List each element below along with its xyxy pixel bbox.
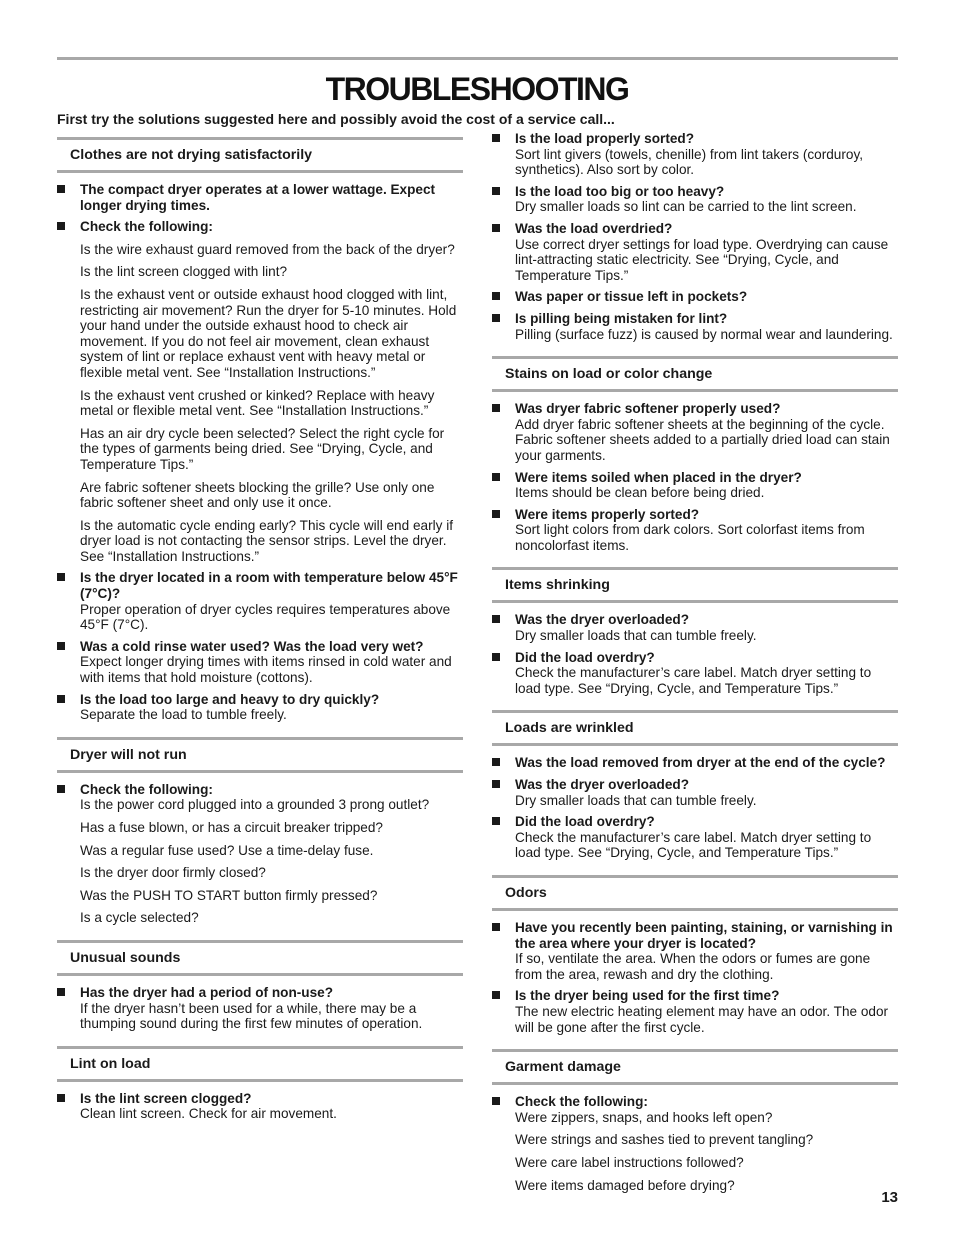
answer: Sort light colors from dark colors. Sort colorfast items from noncolorfast items. xyxy=(515,522,865,553)
question: Is the lint screen clogged? xyxy=(80,1090,252,1106)
list-item xyxy=(57,782,463,926)
list-item xyxy=(492,184,898,215)
sub-answer: Is a cycle selected? xyxy=(80,910,199,926)
answer: Dry smaller loads that can tumble freely. xyxy=(515,792,757,808)
list-item xyxy=(492,920,898,982)
list-item xyxy=(57,692,463,723)
question: Was the load overdried? xyxy=(515,220,673,236)
top-rule xyxy=(57,57,898,60)
square-bullet-icon xyxy=(492,780,500,788)
page-number: 13 xyxy=(881,1189,898,1206)
answer: Clean lint screen. Check for air movement. xyxy=(80,1106,337,1122)
answer: If the dryer hasn’t been used for a while, there may be a thumping sound during the first few minutes of operation. xyxy=(80,1000,423,1032)
list-item xyxy=(57,639,463,686)
square-bullet-icon xyxy=(57,1094,65,1102)
square-bullet-icon xyxy=(492,653,500,661)
list-item xyxy=(492,289,898,305)
square-bullet-icon xyxy=(492,758,500,766)
sub-answer: Was the PUSH TO START button firmly pressed? xyxy=(80,887,378,903)
question: Is the load too large and heavy to dry quickly? xyxy=(80,691,380,707)
question: Is the load properly sorted? xyxy=(515,131,695,146)
page-title: TROUBLESHOOTING xyxy=(325,71,629,107)
list-item xyxy=(492,650,898,697)
question: Was paper or tissue left in pockets? xyxy=(515,289,748,305)
intro-text: First try the solutions suggested here and possibly avoid the cost of a service call... xyxy=(57,111,615,127)
sub-answer: Is the lint screen clogged with lint? xyxy=(80,264,288,280)
square-bullet-icon xyxy=(57,785,65,793)
square-bullet-icon xyxy=(492,1097,500,1105)
question: Was a cold rinse water used? Was the load very wet? xyxy=(80,638,424,654)
square-bullet-icon xyxy=(57,695,65,703)
section-heading: Clothes are not drying satisfactorily xyxy=(57,137,463,173)
square-bullet-icon xyxy=(492,134,500,142)
list-item xyxy=(492,777,898,808)
list-item xyxy=(57,985,463,1032)
section-heading: Loads are wrinkled xyxy=(492,710,898,746)
list-item xyxy=(492,988,898,1035)
section-garment-damage xyxy=(492,1049,898,1193)
answer: Sort lint givers (towels, chenille) from lint takers (corduroy, synthetics). Also sort by color. xyxy=(515,146,864,178)
sub-answer: Were strings and sashes tied to prevent tangling? xyxy=(515,1132,814,1148)
question: Is pilling being mistaken for lint? xyxy=(515,310,728,326)
square-bullet-icon xyxy=(492,615,500,623)
square-bullet-icon xyxy=(492,473,500,481)
list-item xyxy=(57,1091,463,1122)
answer: Dry smaller loads so lint can be carried to the lint screen. xyxy=(515,199,857,215)
answer: Pilling (surface fuzz) is caused by normal wear and laundering. xyxy=(515,326,893,342)
answer: Use correct dryer settings for load type. Overdrying can cause lint-attracting static electricity. See “Drying, Cycle, and Temperature Tips.” xyxy=(515,236,889,283)
square-bullet-icon xyxy=(492,292,500,300)
section-unusual-sounds xyxy=(57,940,463,1032)
question: Was the dryer overloaded? xyxy=(515,612,689,628)
question: Check the following: xyxy=(80,781,213,797)
question: Has the dryer had a period of non-use? xyxy=(80,984,334,1000)
answer: Items should be clean before being dried. xyxy=(515,485,765,501)
list-item xyxy=(492,1094,898,1193)
list-item xyxy=(492,221,898,283)
left-column xyxy=(57,131,463,1128)
square-bullet-icon xyxy=(492,224,500,232)
section-heading: Items shrinking xyxy=(492,567,898,603)
question: Did the load overdry? xyxy=(515,814,655,830)
question: Was the load removed from dryer at the end of the cycle? xyxy=(515,755,886,771)
square-bullet-icon xyxy=(57,222,65,230)
question: Is the dryer located in a room with temperature below 45°F (7°C)? xyxy=(80,570,458,602)
square-bullet-icon xyxy=(492,991,500,999)
question: The compact dryer operates at a lower wattage. Expect longer drying times. xyxy=(80,182,436,213)
section-heading: Dryer will not run xyxy=(57,737,463,773)
sub-answer: Are fabric softener sheets blocking the grille? Use only one fabric softener sheet and only use it once. xyxy=(80,479,435,511)
section-will-not-run xyxy=(57,737,463,926)
square-bullet-icon xyxy=(492,923,500,931)
question: Check the following: xyxy=(80,219,213,235)
answer: Proper operation of dryer cycles requires temperatures above 45°F (7°C). xyxy=(80,601,451,633)
sub-answer: Were items damaged before drying? xyxy=(515,1177,735,1193)
sub-answer: Has a fuse blown, or has a circuit breaker tripped? xyxy=(80,820,383,835)
section-heading: Odors xyxy=(492,875,898,911)
sub-answer: Is the wire exhaust guard removed from the back of the dryer? xyxy=(80,241,455,257)
section-heading: Unusual sounds xyxy=(57,940,463,976)
answer: Check the manufacturer’s care label. Match dryer setting to load type. See “Drying, Cycle, and Temperature Tips.” xyxy=(515,665,872,696)
question: Check the following: xyxy=(515,1094,648,1110)
answer: Add dryer fabric softener sheets at the beginning of the cycle. Fabric softener sheets added to a partially dried load can stain your garments. xyxy=(515,416,890,463)
question: Have you recently been painting, staining, or varnishing in the area where your dryer is located? xyxy=(515,920,893,951)
sub-answer: Is the automatic cycle ending early? This cycle will end early if dryer load is not contacting the sensor strips. Level the dryer. See “Installation Instructions.” xyxy=(80,517,453,564)
square-bullet-icon xyxy=(57,988,65,996)
sub-answer: Were care label instructions followed? xyxy=(515,1154,744,1170)
list-item xyxy=(57,182,463,213)
section-wrinkled xyxy=(492,710,898,861)
answer: Dry smaller loads that can tumble freely. xyxy=(515,628,757,644)
list-item xyxy=(492,470,898,501)
sub-answer: Is the dryer door firmly closed? xyxy=(80,865,266,881)
square-bullet-icon xyxy=(492,404,500,412)
list-item xyxy=(492,755,898,771)
answer: Expect longer drying times with items rinsed in cold water and with items that hold moisture (cottons). xyxy=(80,654,452,686)
question: Is the dryer being used for the first time? xyxy=(515,988,780,1004)
square-bullet-icon xyxy=(492,817,500,825)
square-bullet-icon xyxy=(57,573,65,581)
square-bullet-icon xyxy=(57,642,65,650)
section-heading: Stains on load or color change xyxy=(492,356,898,392)
square-bullet-icon xyxy=(492,314,500,322)
list-item xyxy=(492,131,898,178)
question: Is the load too big or too heavy? xyxy=(515,183,725,199)
answer: If so, ventilate the area. When the odors or fumes are gone from the area, rewash and dry the clothing. xyxy=(515,951,871,982)
sub-answer: Was a regular fuse used? Use a time-delay fuse. xyxy=(80,842,374,858)
section-not-drying xyxy=(57,137,463,723)
square-bullet-icon xyxy=(492,187,500,195)
list-item xyxy=(492,507,898,554)
section-shrinking xyxy=(492,567,898,696)
list-item xyxy=(492,612,898,643)
section-odors xyxy=(492,875,898,1035)
square-bullet-icon xyxy=(57,185,65,193)
section-heading: Garment damage xyxy=(492,1049,898,1085)
answer: Separate the load to tumble freely. xyxy=(80,707,287,723)
lint-continued-list xyxy=(492,131,898,342)
list-item xyxy=(492,311,898,342)
question: Did the load overdry? xyxy=(515,649,655,665)
answer: Were zippers, snaps, and hooks left open? xyxy=(515,1109,773,1125)
section-heading: Lint on load xyxy=(57,1046,463,1082)
answer: Is the power cord plugged into a grounded 3 prong outlet? xyxy=(80,797,430,813)
square-bullet-icon xyxy=(492,510,500,518)
answer: The new electric heating element may have an odor. The odor will be gone after the first cycle. xyxy=(515,1003,889,1035)
list-item xyxy=(57,570,463,632)
question: Was the dryer overloaded? xyxy=(515,777,689,793)
sub-answer: Is the exhaust vent crushed or kinked? Replace with heavy metal or flexible metal vent. See “Installation Instructions.” xyxy=(80,387,435,419)
question: Were items properly sorted? xyxy=(515,506,700,522)
list-item xyxy=(492,814,898,861)
right-column xyxy=(492,131,898,1199)
question: Was dryer fabric softener properly used? xyxy=(515,401,781,417)
section-stains xyxy=(492,356,898,553)
sub-answer: Has an air dry cycle been selected? Select the right cycle for the types of garments being dried. See “Drying, Cycle, and Temperature Tips.” xyxy=(80,425,445,472)
list-item xyxy=(57,219,463,564)
answer: Check the manufacturer’s care label. Match dryer setting to load type. See “Drying, Cycle, and Temperature Tips.” xyxy=(515,829,872,861)
question: Were items soiled when placed in the dryer? xyxy=(515,469,802,485)
section-lint-on-load xyxy=(57,1046,463,1122)
list-item xyxy=(492,401,898,463)
sub-answer: Is the exhaust vent or outside exhaust hood clogged with lint, restricting air movement? Run the dryer for 5-10 minutes. Hold your hand under the outside exhaust hood to check air movement. If you do not feel air movement, clean exhaust system of lint or replace exhaust vent with heavy metal or flexible metal vent. See “Installation Instructions.” xyxy=(80,286,457,380)
